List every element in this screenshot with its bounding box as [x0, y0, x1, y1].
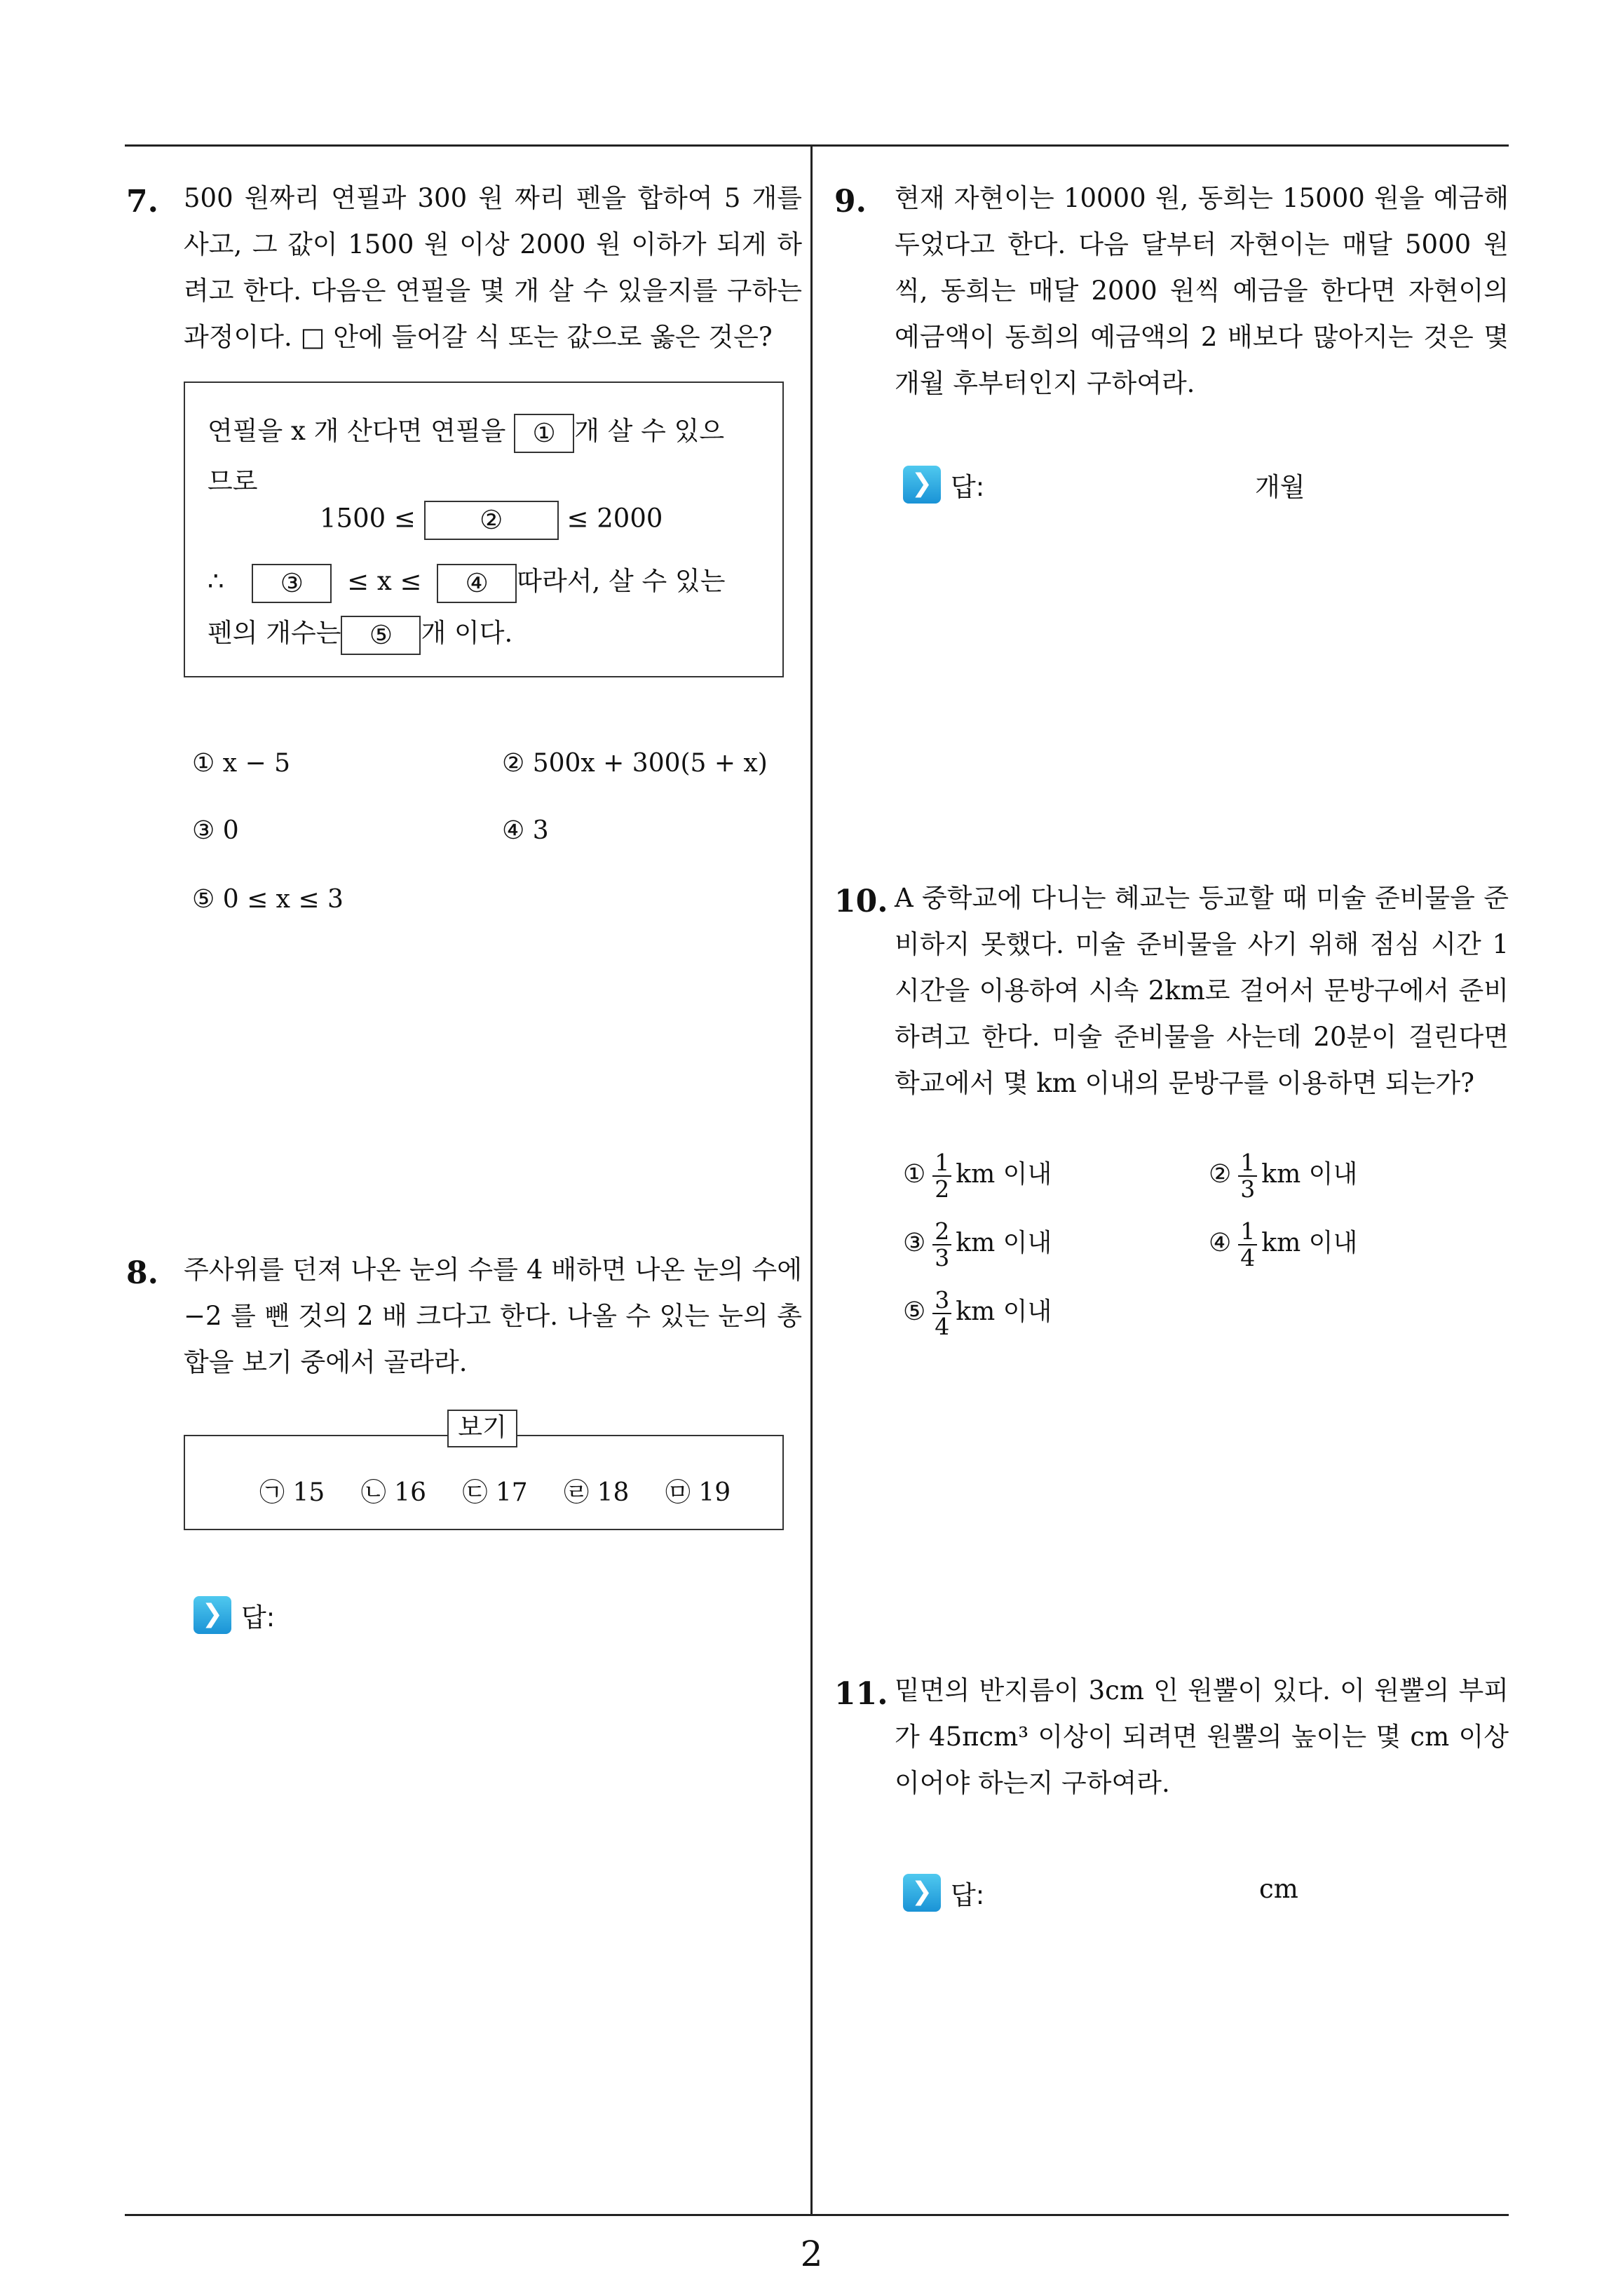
q11-text: 밑면의 반지름이 3cm 인 원뿔이 있다. 이 원뿔의 부피가 45πcm³ 이상이 되려면 원뿔의 높이는 몇 cm 이상이어야 하는지 구하여라.	[895, 1675, 1509, 1798]
q10-option-3[interactable]: ③ $\frac{2}{3}$ km 이내	[903, 1217, 1052, 1271]
q11-answer-unit: cm	[1259, 1874, 1298, 1904]
q9-number: 9.	[834, 184, 867, 220]
q9-text: 현재 자현이는 10000 원, 동희는 15000 원을 예금해 두었다고 한다. 다음 달부터 자현이는 매달 5000 원씩, 동희는 매달 2000 원씩 예금을 한다면 자현이의 예금액이 동희의 예금액의 2 배보다 많아지는 것은 몇 개월 후부터인지 구하여라.	[895, 183, 1509, 398]
q8-number: 8.	[126, 1255, 158, 1291]
q9-answer-unit: 개월	[1255, 472, 1305, 502]
q10-text: A 중학교에 다니는 혜교는 등교할 때 미술 준비물을 준비하지 못했다. 미술 준비물을 사기 위해 점심 시간 1 시간을 이용하여 시속 2km로 걸어서 문방구에서 준비하려고 한다. 미술 준비물을 사는데 20분이 걸린다면 학교에서 몇 km 이내의 문방구를 이용하면 되는가?	[895, 883, 1509, 1098]
q7-box-line1: 연필을 x 개 산다면 연필을 ① 개 살 수 있으	[208, 410, 724, 453]
q7-box-line4: ∴ ③ ≤ x ≤ ④ 따라서, 살 수 있는	[208, 560, 726, 603]
blank-1: ①	[514, 414, 574, 453]
blank-4: ④	[437, 564, 517, 603]
q11-answer[interactable]: ❯ 답:	[903, 1874, 984, 1912]
q11-number: 11.	[834, 1676, 888, 1712]
page-number: 2	[800, 2234, 823, 2274]
bogi-item-5: ㉤ 19	[665, 1478, 731, 1507]
q9-answer[interactable]: ❯ 답:	[903, 466, 984, 504]
q10-option-5[interactable]: ⑤ $\frac{3}{4}$ km 이내	[903, 1286, 1052, 1340]
q8-text: 주사위를 던져 나온 눈의 수를 4 배하면 나온 눈의 수에 −2 를 뺀 것의 2 배 크다고 한다. 나올 수 있는 눈의 총합을 보기 중에서 골라라.	[184, 1255, 802, 1377]
top-rule	[125, 144, 1509, 147]
answer-arrow-icon: ❯	[903, 466, 941, 504]
q8-bogi-title: 보기	[447, 1410, 517, 1447]
q10-option-4[interactable]: ④ $\frac{1}{4}$ km 이내	[1209, 1217, 1358, 1271]
q7-option-3[interactable]: ③ 0	[192, 816, 239, 845]
bottom-rule	[125, 2214, 1509, 2216]
q7-option-4[interactable]: ④ 3	[502, 816, 549, 845]
blank-5: ⑤	[341, 616, 421, 655]
q7-process-box	[184, 381, 784, 677]
bogi-item-1: ㉠ 15	[259, 1478, 325, 1507]
q7-option-2[interactable]: ② 500x + 300(5 + x)	[502, 749, 768, 778]
q10-number: 10.	[834, 884, 888, 919]
q7-number: 7.	[126, 184, 158, 220]
answer-arrow-icon: ❯	[903, 1874, 941, 1912]
q7-box-line2: 므로	[208, 466, 258, 497]
q7-option-1[interactable]: ① x − 5	[192, 749, 290, 778]
bogi-item-3: ㉢ 17	[462, 1478, 528, 1507]
answer-arrow-icon: ❯	[193, 1596, 231, 1634]
q7-option-5[interactable]: ⑤ 0 ≤ x ≤ 3	[192, 885, 344, 914]
q7-box-line3: 1500 ≤ ② ≤ 2000	[320, 501, 663, 540]
bogi-item-2: ㉡ 16	[360, 1478, 426, 1507]
column-divider	[810, 144, 813, 2214]
q8-answer[interactable]: ❯ 답:	[193, 1596, 275, 1634]
q7-box-line5: 펜의 개수는 ⑤ 개 이다.	[208, 612, 512, 655]
blank-2: ②	[424, 501, 559, 540]
q10-option-1[interactable]: ① $\frac{1}{2}$ km 이내	[903, 1149, 1052, 1203]
bogi-item-4: ㉣ 18	[564, 1478, 630, 1507]
q10-option-2[interactable]: ② $\frac{1}{3}$ km 이내	[1209, 1149, 1358, 1203]
q7-text: 500 원짜리 연필과 300 원 짜리 펜을 합하여 5 개를 사고, 그 값이 1500 원 이상 2000 원 이하가 되게 하려고 한다. 다음은 연필을 몇 개 살 수 있을지를 구하는 과정이다. □ 안에 들어갈 식 또는 값으로 옳은 것은?	[184, 183, 802, 352]
blank-3: ③	[252, 564, 332, 603]
q8-bogi-box	[184, 1435, 784, 1530]
q8-bogi-items	[259, 1473, 759, 1508]
